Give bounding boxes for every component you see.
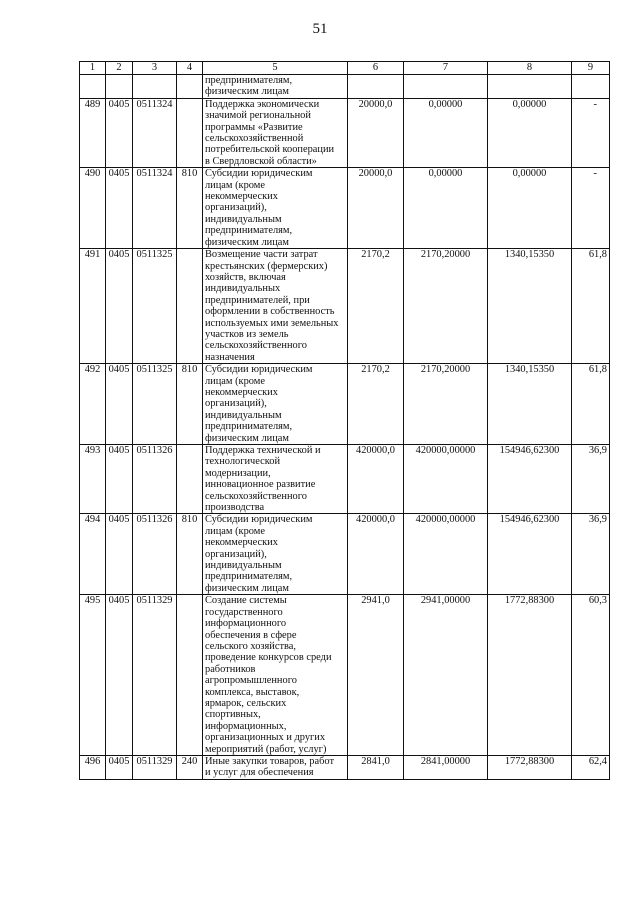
col-header-3: 3 [133, 62, 177, 75]
expense-type [177, 75, 203, 99]
target-code: 0511326 [133, 445, 177, 514]
value-col7: 2941,00000 [404, 595, 488, 756]
description-line: Субсидии юридическим [205, 364, 313, 376]
header-row [80, 62, 610, 75]
percent-col9 [572, 75, 610, 99]
description-line: участков из земель [205, 328, 289, 340]
description [203, 514, 348, 595]
value-col7: 2170,20000 [404, 249, 488, 364]
value-col6: 420000,0 [348, 445, 404, 514]
expense-type: 240 [177, 755, 203, 779]
table-row [80, 445, 610, 514]
description [203, 249, 348, 364]
value-col8: 1772,88300 [488, 595, 572, 756]
col-header-4: 4 [177, 62, 203, 75]
row-number [80, 75, 106, 99]
description-line: физическим лицам [205, 432, 289, 444]
description-line: лицам (кроме [205, 375, 265, 387]
description-line: государственного [205, 606, 283, 618]
expense-type: 810 [177, 364, 203, 445]
row-number: 496 [80, 755, 106, 779]
table-row [80, 755, 610, 779]
description [203, 445, 348, 514]
value-col8: 1340,15350 [488, 249, 572, 364]
value-col8: 154946,62300 [488, 445, 572, 514]
expense-type: 810 [177, 168, 203, 249]
description-line: Иные закупки товаров, работ [205, 755, 334, 767]
description-line: организационных и других [205, 732, 326, 744]
section-code: 0405 [106, 98, 133, 167]
description-line: предпринимателям, [205, 571, 293, 583]
description-line: производства [205, 502, 265, 514]
description-line: обеспечения в сфере [205, 629, 297, 641]
value-col8: 0,00000 [488, 168, 572, 249]
description-line: индивидуальным [205, 560, 282, 572]
value-col8 [488, 75, 572, 99]
description-line: программы «Развитие [205, 121, 303, 133]
description-line: сельского хозяйства, [205, 640, 296, 652]
description-line: крестьянских (фермерских) [205, 260, 328, 272]
percent-col9: 60,3 [572, 595, 610, 756]
description-line: агропромышленного [205, 675, 297, 687]
percent-col9: 61,8 [572, 364, 610, 445]
target-code: 0511326 [133, 514, 177, 595]
value-col6: 420000,0 [348, 514, 404, 595]
target-code: 0511324 [133, 168, 177, 249]
section-code: 0405 [106, 249, 133, 364]
col-header-1: 1 [80, 62, 106, 75]
description-line: предпринимателям, [205, 75, 293, 86]
value-col8: 154946,62300 [488, 514, 572, 595]
expense-type: 810 [177, 514, 203, 595]
table-row [80, 75, 610, 99]
description-line: организаций), [205, 548, 267, 560]
description [203, 98, 348, 167]
expense-type [177, 445, 203, 514]
description-line: Создание системы [205, 595, 287, 607]
percent-col9: - [572, 168, 610, 249]
col-header-9: 9 [572, 62, 610, 75]
description-line: хозяйств, включая [205, 271, 286, 283]
description-line: некоммерческих [205, 537, 278, 549]
description-line: спортивных, [205, 709, 261, 721]
col-header-7: 7 [404, 62, 488, 75]
expense-type [177, 595, 203, 756]
percent-col9: 62,4 [572, 755, 610, 779]
section-code: 0405 [106, 364, 133, 445]
description-line: и услуг для обеспечения [205, 767, 314, 779]
description-line: комплекса, выставок, [205, 686, 300, 698]
table-row [80, 98, 610, 167]
description-line: Субсидии юридическим [205, 514, 313, 526]
section-code [106, 75, 133, 99]
percent-col9: 36,9 [572, 445, 610, 514]
description [203, 755, 348, 779]
description-line: физическим лицам [205, 582, 289, 594]
target-code: 0511324 [133, 98, 177, 167]
table-row [80, 514, 610, 595]
description-line: потребительской кооперации [205, 144, 335, 156]
percent-col9: 36,9 [572, 514, 610, 595]
section-code: 0405 [106, 755, 133, 779]
description-line: оформлении в собственность [205, 306, 335, 318]
description [203, 595, 348, 756]
description-line: предпринимателям, [205, 421, 293, 433]
description-line: Поддержка технической и [205, 445, 321, 456]
table-row [80, 595, 610, 756]
description-line: сельскохозяйственного [205, 490, 307, 502]
expense-type [177, 98, 203, 167]
value-col7: 420000,00000 [404, 445, 488, 514]
value-col7 [404, 75, 488, 99]
description-line: информационных, [205, 720, 287, 732]
description-line: некоммерческих [205, 191, 278, 203]
value-col6: 2841,0 [348, 755, 404, 779]
table-row [80, 168, 610, 249]
value-col6: 20000,0 [348, 98, 404, 167]
col-header-8: 8 [488, 62, 572, 75]
page-number: 51 [312, 21, 328, 37]
value-col6: 2170,2 [348, 364, 404, 445]
description-line: проведение конкурсов среди [205, 652, 332, 664]
description-line: индивидуальных [205, 283, 281, 295]
value-col8: 1772,88300 [488, 755, 572, 779]
description-line: в Свердловской области» [205, 155, 317, 167]
row-number: 493 [80, 445, 106, 514]
description [203, 364, 348, 445]
section-code: 0405 [106, 595, 133, 756]
description-line: физическим лицам [205, 236, 289, 248]
target-code: 0511329 [133, 755, 177, 779]
description-line: ярмарок, сельских [205, 697, 287, 709]
row-number: 489 [80, 98, 106, 167]
percent-col9: 61,8 [572, 249, 610, 364]
value-col6: 2170,2 [348, 249, 404, 364]
budget-table [79, 61, 610, 780]
value-col7: 0,00000 [404, 98, 488, 167]
description-line: некоммерческих [205, 386, 278, 398]
description-line: сельскохозяйственного [205, 340, 307, 352]
value-col7: 0,00000 [404, 168, 488, 249]
row-number: 495 [80, 595, 106, 756]
description [203, 75, 348, 99]
value-col8: 0,00000 [488, 98, 572, 167]
row-number: 492 [80, 364, 106, 445]
description-line: предпринимателям, [205, 225, 293, 237]
description-line: организаций), [205, 202, 267, 214]
value-col7: 420000,00000 [404, 514, 488, 595]
section-code: 0405 [106, 445, 133, 514]
col-header-6: 6 [348, 62, 404, 75]
description-line: сельскохозяйственной [205, 133, 304, 145]
description-line: технологической [205, 456, 281, 468]
value-col6: 2941,0 [348, 595, 404, 756]
row-number: 491 [80, 249, 106, 364]
target-code: 0511325 [133, 364, 177, 445]
value-col7: 2841,00000 [404, 755, 488, 779]
description-line: значимой региональной [205, 110, 311, 122]
description-line: Субсидии юридическим [205, 168, 313, 180]
description-line: Поддержка экономически [205, 98, 320, 110]
section-code: 0405 [106, 168, 133, 249]
percent-col9: - [572, 98, 610, 167]
description-line: модернизации, [205, 467, 271, 479]
description-line: организаций), [205, 398, 267, 410]
description-line: информационного [205, 618, 287, 630]
description-line: физическим лицам [205, 86, 289, 98]
target-code: 0511325 [133, 249, 177, 364]
col-header-5: 5 [203, 62, 348, 75]
description-line: работников [205, 663, 256, 675]
value-col8: 1340,15350 [488, 364, 572, 445]
table-row [80, 249, 610, 364]
description-line: используемых ими земельных [205, 317, 339, 329]
target-code: 0511329 [133, 595, 177, 756]
section-code: 0405 [106, 514, 133, 595]
description-line: мероприятий (работ, услуг) [205, 743, 327, 755]
description-line: предпринимателей, при [205, 294, 310, 306]
value-col6 [348, 75, 404, 99]
description-line: индивидуальным [205, 409, 282, 421]
description-line: назначения [205, 351, 255, 363]
table-row [80, 364, 610, 445]
description-line: Возмещение части затрат [205, 249, 318, 261]
description-line: лицам (кроме [205, 179, 265, 191]
description-line: лицам (кроме [205, 525, 265, 537]
description [203, 168, 348, 249]
expense-type [177, 249, 203, 364]
value-col7: 2170,20000 [404, 364, 488, 445]
col-header-2: 2 [106, 62, 133, 75]
row-number: 490 [80, 168, 106, 249]
description-line: инновационное развитие [205, 479, 316, 491]
description-line: индивидуальным [205, 213, 282, 225]
row-number: 494 [80, 514, 106, 595]
target-code [133, 75, 177, 99]
value-col6: 20000,0 [348, 168, 404, 249]
